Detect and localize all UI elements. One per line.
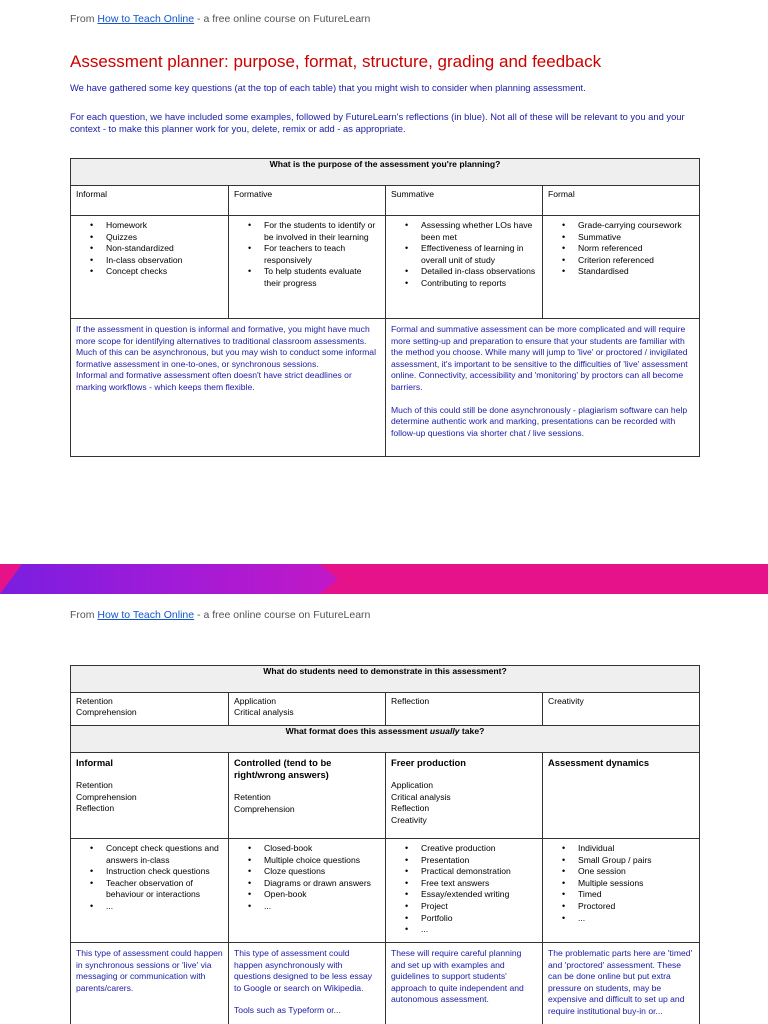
list-item: • Small Group / pairs — [549, 855, 693, 867]
note-assessment-dynamics: The problematic parts here are 'timed' and 'proctored' assessment. These can be done online but put extra pressure on students, may be expensive and difficult to set up and require institutional buy-in or... — [543, 943, 700, 1024]
list-item: • Criterion referenced — [549, 255, 693, 267]
list-item: • Timed — [549, 889, 693, 901]
list-item: • For teachers to teach responsively — [235, 243, 379, 266]
source-line — [70, 13, 370, 25]
course-link[interactable]: How to Teach Online — [97, 609, 195, 621]
list-item: • Contributing to reports — [392, 278, 536, 290]
reflection-text: If the assessment in question is informal and formative, you might have much more scope for identifying alternatives to traditional classroom assessments. — [76, 324, 370, 346]
list-item: • Quizzes — [77, 232, 222, 244]
list-item: • To help students evaluate their progress — [235, 266, 379, 289]
category-summative: Summative — [386, 186, 543, 216]
list-item: • Individual — [549, 843, 693, 855]
demonstrate-reflection: Reflection — [386, 693, 543, 726]
list-item: • Standardised — [549, 266, 693, 278]
list-item: • Non-standardized — [77, 243, 222, 255]
list-item: • Assessing whether LOs have been met — [392, 220, 536, 243]
purpose-question: What is the purpose of the assessment you're planning? — [71, 159, 700, 186]
informal-format-examples — [71, 839, 229, 943]
list-item: • Practical demonstration — [392, 866, 536, 878]
category-formative: Formative — [229, 186, 386, 216]
list-item: • Detailed in-class observations — [392, 266, 536, 278]
intro-paragraph-1: We have gathered some key questions (at the top of each table) that you might wish to consider when planning assessment. — [70, 82, 586, 93]
category-informal: Informal — [71, 186, 229, 216]
source-line — [70, 609, 370, 621]
list-item: • Grade-carrying coursework — [549, 220, 693, 232]
list-item: • Concept check questions and answers in-class — [77, 843, 222, 866]
list-item: • Creative production — [392, 843, 536, 855]
reflection-text: Much of this can be asynchronous, but you may wish to conduct some informal formative assessment in one-to-ones, or synchronous sessions. — [76, 347, 376, 369]
informal-examples — [71, 216, 229, 319]
list-item: • Cloze questions — [235, 866, 379, 878]
list-item: • Diagrams or drawn answers — [235, 878, 379, 890]
list-item: • In-class observation — [77, 255, 222, 267]
reflection-informal-formative — [71, 319, 386, 457]
list-item: • ... — [235, 901, 379, 913]
list-item: • Multiple choice questions — [235, 855, 379, 867]
reflection-text: Formal and summative assessment can be more complicated and will require more setting-up and preparation to ensure that your students are familiar with the method you choose. While many will jump to 'live' or proctored / invigilated assessment, it's important to be sensitive to the difficulties of 'live' assessment online. Connectivity, accessibility and 'monitoring' by proctors can all become barriers. — [391, 324, 688, 392]
source-suffix: - a free online course on FutureLearn — [194, 609, 371, 621]
freer-format-examples — [386, 839, 543, 943]
list-item: • One session — [549, 866, 693, 878]
list-item: • Summative — [549, 232, 693, 244]
list-item: • Open-book — [235, 889, 379, 901]
list-item: • ... — [77, 901, 222, 913]
page-title: Assessment planner: purpose, format, structure, grading and feedback — [70, 52, 602, 71]
list-item: • Norm referenced — [549, 243, 693, 255]
list-item: • Homework — [77, 220, 222, 232]
list-item: • Effectiveness of learning in overall unit of study — [392, 243, 536, 266]
list-item: • Portfolio — [392, 913, 536, 925]
controlled-format-examples — [229, 839, 386, 943]
list-item: • Instruction check questions — [77, 866, 222, 878]
list-item: • Project — [392, 901, 536, 913]
formal-examples — [543, 216, 700, 319]
formative-examples — [229, 216, 386, 319]
list-item: • Presentation — [392, 855, 536, 867]
list-item: • For the students to identify or be involved in their learning — [235, 220, 379, 243]
demonstrate-creativity: Creativity — [543, 693, 700, 726]
dynamics-examples — [543, 839, 700, 943]
source-suffix: - a free online course on FutureLearn — [194, 13, 371, 25]
demonstrate-retention: Retention Comprehension — [71, 693, 229, 726]
demonstrate-question: What do students need to demonstrate in this assessment? — [71, 666, 700, 693]
list-item: • Proctored — [549, 901, 693, 913]
note-controlled: This type of assessment could happen asynchronously with questions designed to be less essay to Google or search on Wikipedia. Tools such as Typeform or... — [229, 943, 386, 1024]
demonstrate-format-table — [70, 665, 700, 1024]
reflection-text: Much of this could still be done asynchronously - plagiarism software can help determine authentic work and marking, presentations can be recorded with follow-up questions via shorter chat / live sessions. — [391, 404, 688, 438]
list-item: • Concept checks — [77, 266, 222, 278]
format-freer-production: Freer production Application Critical analysis Reflection Creativity — [386, 753, 543, 839]
format-informal: Informal Retention Comprehension Reflection — [71, 753, 229, 839]
reflection-text: Informal and formative assessment often doesn't have strict deadlines or marking workflows - which keeps them flexible. — [76, 370, 352, 392]
summative-examples — [386, 216, 543, 319]
page-break-banner — [0, 564, 768, 594]
list-item: • ... — [392, 924, 536, 936]
course-link[interactable]: How to Teach Online — [97, 13, 195, 25]
demonstrate-application: Application Critical analysis — [229, 693, 386, 726]
category-formal: Formal — [543, 186, 700, 216]
list-item: • Essay/extended writing — [392, 889, 536, 901]
list-item: • Teacher observation of behaviour or interactions — [77, 878, 222, 901]
list-item: • Multiple sessions — [549, 878, 693, 890]
purpose-table — [70, 158, 700, 457]
format-assessment-dynamics: Assessment dynamics — [543, 753, 700, 839]
banner-arrow-stripe — [0, 564, 340, 594]
source-prefix: From — [70, 609, 98, 621]
note-informal: This type of assessment could happen in synchronous sessions or 'live' via messaging or communication with parents/carers. — [71, 943, 229, 1024]
source-prefix: From — [70, 13, 98, 25]
note-freer-production: These will require careful planning and set up with examples and guidelines to support students' approach to quite independent and autonomous assessment. — [386, 943, 543, 1024]
format-question: What format does this assessment usually take? — [71, 726, 700, 753]
list-item: • Free text answers — [392, 878, 536, 890]
format-controlled: Controlled (tend to be right/wrong answers) Retention Comprehension — [229, 753, 386, 839]
list-item: • ... — [549, 913, 693, 925]
intro-paragraph-2: For each question, we have included some examples, followed by FutureLearn's reflections (in blue). Not all of these will be relevant to you and your context - to make this planner work for you, delete, remix or add - as appropriate. — [70, 111, 685, 134]
list-item: • Closed-book — [235, 843, 379, 855]
reflection-formal-summative — [386, 319, 700, 457]
